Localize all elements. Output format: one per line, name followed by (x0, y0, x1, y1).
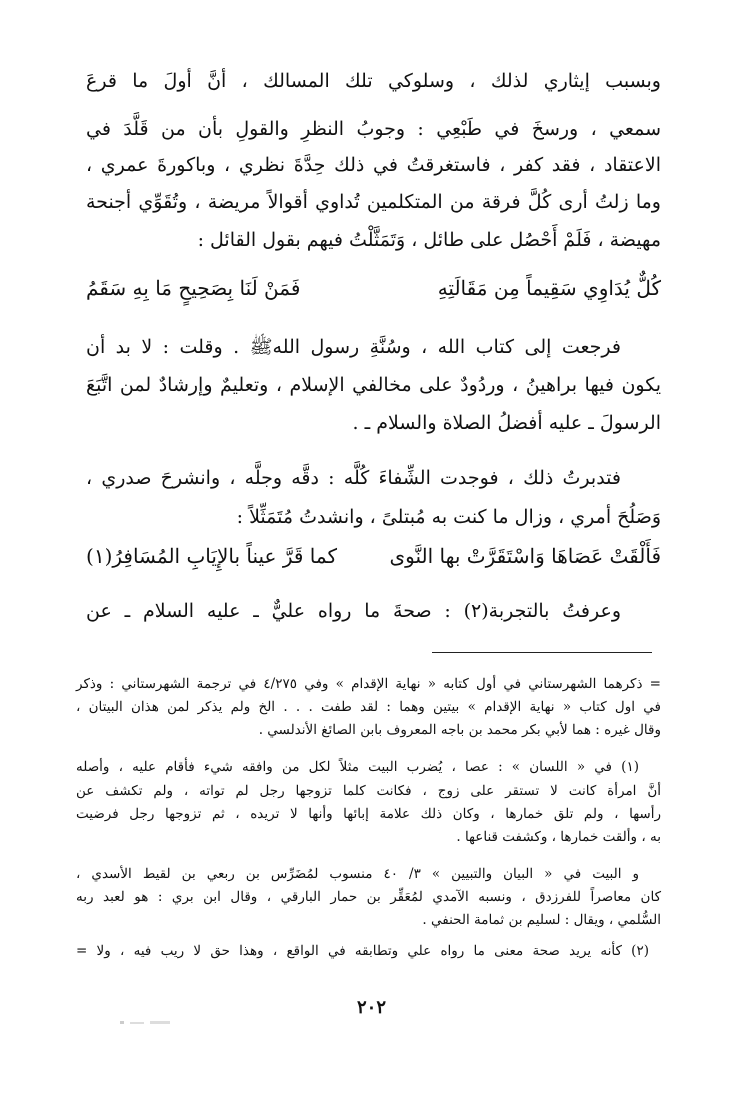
footnote-line-2: في اول كتاب « نهاية الإقدام » بيتين وهما : لقد طفت . . . الخ ولم يذكر لمن هذان البيتان ، (76, 699, 661, 715)
para2-line-1: فرجعت إلى كتاب الله ، وسُنَّةِ رسول اللهﷺ . وقلت : لا بد أن (86, 336, 621, 358)
footnote-line-6: رأسها ، ولم تلق خمارها ، وكان ذلك علامة إبائها وأنها لا تريده ، ثم تزوجها رجل فرضيت (76, 806, 661, 822)
scan-smudge (120, 1018, 180, 1028)
para4-line-1: وعرفتُ بالتجربة(٢) : صحةَ ما رواه عليٌّ ـ عليه السلام ـ عن (86, 600, 622, 622)
footnote-line-3: وقال غيره : هما لأبي بكر محمد بن باجه المعروف بابن الصائغ الأندلسي . (258, 722, 661, 738)
page-number: ٢٠٢ (356, 997, 386, 1018)
para3-line-1: فتدبرتُ ذلك ، فوجدت الشِّفاءَ كُلَّه : دقَّه وجلَّه ، وانشرحَ صدري ، (86, 467, 621, 489)
body-line-3: الاعتقاد ، فقد كفر ، فاستغرقتُ في ذلك حِدَّةَ نظري ، وباكورةَ عمري ، (86, 154, 661, 176)
footnote-line-5: أنَّ امرأة كانت لا تستقر على زوج ، فكانت كلما تزوجها رجل لم تواته ، ولم تكشف عن (76, 783, 661, 799)
para3-line-2: وَصَلُحَ أمري ، وزال ما كنت به مُبتلىً ، وانشدتُ مُتَمَثِّلاً : (236, 506, 661, 528)
verse-1-first-hemistich: كُلٌّ يُدَاوِي سَقِيماً مِن مَقَالَتِهِ (437, 276, 661, 300)
verse-1-second-hemistich: فَمَنْ لَنَا بِصَحِيحٍ مَا بِهِ سَقَمُ (86, 276, 301, 300)
verse-2-first-hemistich: فَأَلْقَتْ عَصَاهَا وَاسْتَقَرَّتْ بها النَّوى (389, 544, 661, 568)
body-line-1: وبسبب إيثاري لذلك ، وسلوكي تلك المسالك ، أنَّ أولَ ما قرعَ (86, 70, 661, 92)
footnote-line-8: و البيت في « البيان والتبيين » ٣/ ٤٠ منسوب لمُضَرِّس بن ربعي بن لقيط الأسدي ، (76, 866, 640, 882)
body-line-2: سمعي ، ورسخَ في طَبْعِي : وجوبُ النظرِ والقولِ بأن من قَلَّدَ في (86, 118, 661, 140)
footnote-line-9: كان معاصراً للفرزدق ، ونسبه الآمدي لمُعَقِّر بن حمار البارقي ، وقال ابن بري : هو لعبد ربه (76, 889, 661, 905)
para2-line-3: الرسولَ ـ عليه أفضلُ الصلاة والسلام ـ . (352, 412, 661, 434)
body-line-5: مهيضة ، فَلَمْ أَحْصُل على طائل ، وَتَمَثَّلْتُ فيهم بقول القائل : (197, 229, 661, 251)
body-line-4: وما زلتُ أرى كُلَّ فرقة من المتكلمين تُداوي أقوالاً مريضة ، وتُقَوِّي أجنحة (86, 191, 661, 213)
footnote-line-7: به ، وألقت خمارها ، وكشفت قناعها . (456, 829, 661, 845)
footnote-line-4: (١) في « اللسان » : عصا ، يُضرب البيت مثلاً لكل من وافقه شيء فأقام عليه ، وأصله (76, 759, 639, 775)
footnote-line-10: السُّلمي ، ويقال : لسليم بن ثمامة الحنفي . (422, 912, 661, 928)
footnote-separator (432, 652, 652, 653)
verse-2-second-hemistich: كما قَرَّ عيناً بالإِيَابِ المُسَافِرُ(١) (86, 544, 337, 568)
footnote-line-1: = ذكرهما الشهرستاني في أول كتابه « نهاية الإقدام » وفي ٤/٢٧٥ في ترجمة الشهرستاني : وذكر (76, 676, 661, 692)
footnote-line-11: (٢) كأنه يريد صحة معنى ما رواه علي وتطابقه في الواقع ، وهذا حق لا ريب فيه ، ولا = (76, 943, 649, 959)
para2-line-2: يكون فيها براهينُ ، وردُودٌ على مخالفي الإسلام ، وتعليمٌ وإرشادٌ لمن اتَّبَعَ (86, 374, 661, 396)
